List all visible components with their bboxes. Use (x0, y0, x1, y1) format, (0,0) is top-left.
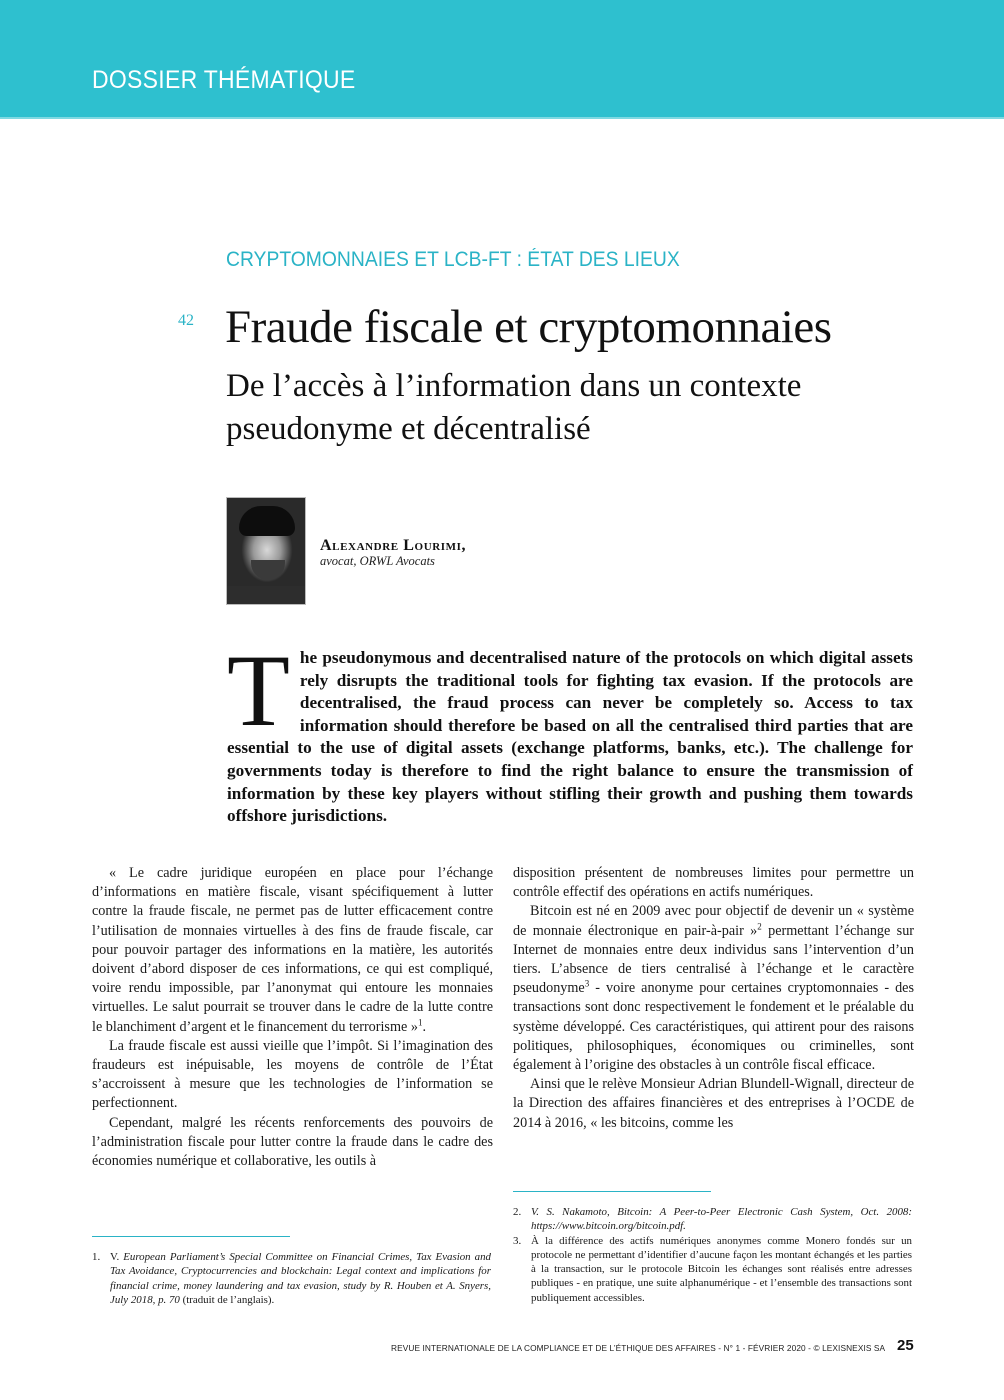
footnote-prefix: V. (110, 1251, 124, 1263)
body-column-left (92, 864, 493, 1171)
footnote-citation: European Parliament’s Special Committee on Financial Crimes, Tax Evasion and Tax Avoidance, Cryptocurrencies and blockchain: Legal context and implications for financial crime, money laundering and tax evasion, study by R. Houben et A. Snyers, July 2018, p. 70 (110, 1251, 492, 1306)
footnote-divider (513, 1191, 711, 1192)
footer-journal: REVUE INTERNATIONALE DE LA COMPLIANCE ET DE L’ÉTHIQUE DES AFFAIRES - N° 1 - FÉVRIER 2020 - © LEXISNEXIS SA (391, 1343, 886, 1353)
body-paragraph: La fraude fiscale est aussi vieille que l’impôt. Si l’imagination des fraudeurs est inépuisable, les moyens de contrôle de l’État s’accroissent à mesure que les technologies de l’information se perfectionnent. (92, 1037, 493, 1112)
article-subtitle: De l’accès à l’information dans un contexte pseudonyme et décentralisé (226, 368, 802, 447)
footnote-ref[interactable]: 2 (757, 920, 762, 931)
body-paragraph: Cependant, malgré les récents renforcements des pouvoirs de l’administration fiscale pour lutter contre la fraude dans le cadre des économies numérique et collaborative, les outils à (92, 1114, 493, 1170)
paragraph-tail: . (422, 1018, 426, 1035)
footnote-ref[interactable]: 1 (417, 1016, 423, 1027)
body-paragraph: disposition présentent de nombreuses limites pour permettre un contrôle effectif des opérations en actifs numériques. (513, 865, 914, 901)
footnote-divider (92, 1236, 290, 1237)
footnotes-left (92, 1250, 491, 1307)
author-photo (226, 497, 306, 605)
footnote-ref[interactable]: 3 (584, 978, 590, 989)
paragraph-text: « Le cadre juridique européen en place pour l’échange d’informations en matière fiscale, visant spécifiquement à lutter contre la fraude fiscale, ne permet pas de lutter efficacement contre l’utilisation de monnaies virtuelles à des fins de fraude fiscale, car pour pouvoir partager des informations en la matière, les autorités doivent d’abord disposer de ces informations, ce qui est compliqué, voire rendu impossible, par l’anonymat qui entoure les monnaies virtuelles. Le salut pourrait se trouver dans le cadre de la lutte contre le blanchiment d’argent et le financement du terrorisme » (92, 865, 493, 1035)
abstract (227, 634, 913, 828)
footnote-text: À la différence des actifs numériques anonymes comme Monero fondés sur un protocole ne permettant d’identifier d’aucune façon les montant échangés et les parties à la transaction, sur le protocole Bitcoin les échanges sont réalisés entre adresses publiques - en pratique, une suite alphanumérique - et l’ensemble des transactions sont publiquement accessibles. (531, 1234, 912, 1304)
footnote-number: 3. (513, 1234, 522, 1247)
photo-shirt-shape (227, 586, 305, 605)
article-number: 42 (178, 312, 194, 329)
footnote-item (513, 1234, 912, 1305)
body-paragraph (513, 902, 914, 1075)
paragraph-text: permettant l’échange sur Internet de monnaies entre deux individus sans l’intervention d’un tiers. L’absence de tiers centralisé à l’échange et le caractère pseudonyme (513, 922, 915, 997)
author-name: Alexandre Lourimi, (320, 537, 467, 554)
body-paragraph (92, 864, 493, 1037)
page-number: 25 (897, 1337, 914, 1354)
photo-hair-shape (239, 506, 295, 536)
footnote-text[interactable]: V. S. Nakamoto, Bitcoin: A Peer-to-Peer Electronic Cash System, Oct. 2008: https://www.bitcoin.org/bitcoin.pdf. (531, 1206, 912, 1233)
footnotes-right (513, 1205, 912, 1305)
footnote-number: 2. (513, 1206, 522, 1218)
drop-cap: T (227, 634, 290, 748)
footnote-item (92, 1250, 491, 1307)
section-title: DOSSIER THÉMATIQUE (92, 66, 356, 94)
abstract-text: he pseudonymous and decentralised nature of the protocols on which digital assets rely disrupts the traditional tools for fighting tax evasion. If the protocols are decentralised, the fraud process can never be completely so. Access to tax information should therefore be based on all the centralised third parties that are essential to the use of digital assets (exchange platforms, banks, etc.). The challenge for governments today is therefore to find the right balance to ensure the transmission of information by these key players without stifling their growth and pushing them towards offshore jurisdictions. (227, 648, 913, 826)
rubric-heading: CRYPTOMONNAIES ET LCB-FT : ÉTAT DES LIEUX (226, 248, 680, 271)
author-role: avocat, ORWL Avocats (320, 554, 435, 568)
header-band (0, 0, 1004, 119)
photo-beard-shape (251, 560, 285, 580)
footnote-item (513, 1205, 912, 1234)
footnote-text (110, 1250, 491, 1307)
body-column-right (513, 864, 914, 1133)
paragraph-text: - voire anonyme pour certaines cryptomonnaies - des transactions sont donc respectivement le fondement et le préalable du système développé. Ces caractéristiques, qui attirent pour des raisons politiques, philosophiques, économiques ou criminelles, sont également à l’origine des obstacles à un contrôle fiscal efficace. (513, 980, 914, 1074)
footnote-number: 1. (92, 1251, 101, 1263)
body-paragraph: Ainsi que le relève Monsieur Adrian Blundell-Wignall, directeur de la Direction des affaires financières et des entreprises à l’OCDE de 2014 à 2016, « les bitcoins, comme les (513, 1076, 914, 1131)
paragraph-text: Bitcoin est né en 2009 avec pour objectif de devenir un « système de monnaie électronique en pair-à-pair » (513, 903, 914, 939)
article-title: Fraude fiscale et cryptomonnaies (225, 301, 832, 353)
footnote-suffix: (traduit de l’anglais). (179, 1293, 275, 1306)
